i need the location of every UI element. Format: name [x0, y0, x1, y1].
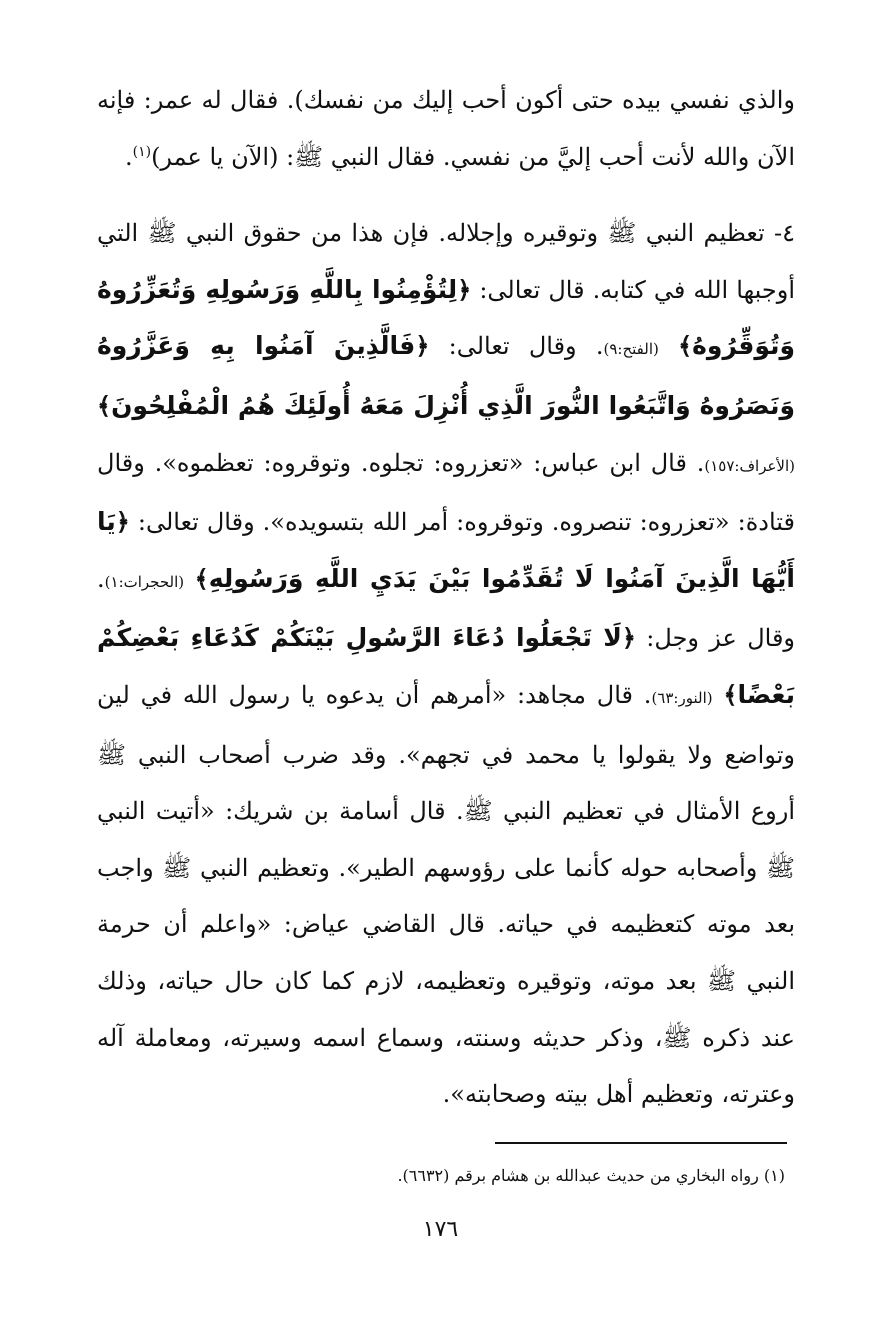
- text-segment: . قال ابن عباس: «تعزروه: تجلوه. وتوقروه: تعظموه». وقال قتادة: «تعزروه: تنصروه. وتوقروه: أمر الله بتسويده». وقال تعالى:: [97, 448, 795, 537]
- quran-bracket: ﴾: [723, 679, 738, 709]
- verse-reference: (الأعراف:١٥٧): [704, 456, 795, 475]
- main-text-body: [97, 72, 795, 1123]
- quran-verse: فَالَّذِينَ آمَنُوا بِهِ وَعَزَّرُوهُ وَنَصَرُوهُ وَاتَّبَعُوا النُّورَ الَّذِي أُنْزِلَ مَعَهُ أُولَئِكَ هُمُ الْمُفْلِحُونَ: [97, 331, 795, 420]
- quran-bracket: ﴾: [97, 390, 112, 420]
- text-segment: .: [124, 142, 133, 171]
- quran-bracket: ﴿: [457, 274, 472, 304]
- text-segment: . وقال عز وجل:: [97, 564, 796, 653]
- footnote: (١) رواه البخاري من حديث عبدالله بن هشام برقم (٦٦٣٢).: [397, 1166, 785, 1185]
- text-segment: والذي نفسي بيده حتى أكون أحب إليك من نفسك). فقال له عمر: فإنه الآن والله لأنت أحب إليَّ من نفسي. فقال النبي ﷺ: (الآن يا عمر): [97, 86, 795, 171]
- paragraph-2: [97, 205, 795, 1123]
- text-segment: [659, 332, 678, 360]
- quran-verse: يَا أَيُّهَا الَّذِينَ آمَنُوا لَا تُقَدِّمُوا بَيْنَ يَدَيِ اللَّهِ وَرَسُولِهِ: [97, 507, 795, 593]
- quran-bracket: ﴾: [194, 563, 209, 593]
- footnote-marker: (١): [132, 143, 152, 160]
- quran-bracket: ﴾: [678, 331, 693, 361]
- footnote-separator: [495, 1142, 787, 1144]
- quran-bracket: ﴿: [621, 623, 636, 653]
- quran-verse: لَا تَجْعَلُوا دُعَاءَ الرَّسُولِ بَيْنَكُمْ كَدُعَاءِ بَعْضِكُمْ بَعْضًا: [97, 623, 795, 709]
- paragraph-1: [97, 72, 795, 185]
- text-segment: . قال مجاهد: «أمرهم أن يدعوه يا رسول الله في لين وتواضع ولا يقولوا يا محمد في تجهم». وقد ضرب أصحاب النبي ﷺ أروع الأمثال في تعظيم النبي ﷺ. قال أسامة بن شريك: «أتيت النبي ﷺ وأصحابه حوله كأنما على رؤوسهم الطير». وتعظيم النبي ﷺ واجب بعد موته كتعظيمه في حياته. قال القاضي عياض: «واعلم أن حرمة النبي ﷺ بعد موته، وتوقيره وتعظيمه، لازم كما كان حال حياته، وذلك عند ذكره ﷺ، وذكر حديثه وسنته، وسماع اسمه وسيرته، ومعاملة آله وعترته، وتعظيم أهل بيته وصحابته».: [97, 680, 795, 1109]
- page-number: ١٧٦: [422, 1217, 459, 1242]
- quran-bracket: ﴿: [415, 331, 430, 361]
- text-segment: [184, 565, 195, 593]
- text-segment: [713, 681, 724, 709]
- text-segment: ٤- تعظيم النبي ﷺ وتوقيره وإجلاله. فإن هذا من حقوق النبي ﷺ التي أوجبها الله في كتابه. قال تعالى:: [97, 219, 796, 304]
- quran-bracket: ﴿: [115, 507, 130, 537]
- quran-verse: لِتُؤْمِنُوا بِاللَّهِ وَرَسُولِهِ وَتُعَزِّرُوهُ وَتُوَقِّرُوهُ: [97, 274, 795, 361]
- text-segment: . وقال تعالى:: [429, 332, 604, 361]
- verse-reference: (النور:٦٣): [651, 688, 713, 707]
- verse-reference: (الحجرات:١): [104, 572, 185, 591]
- verse-reference: (الفتح:٩): [603, 340, 659, 359]
